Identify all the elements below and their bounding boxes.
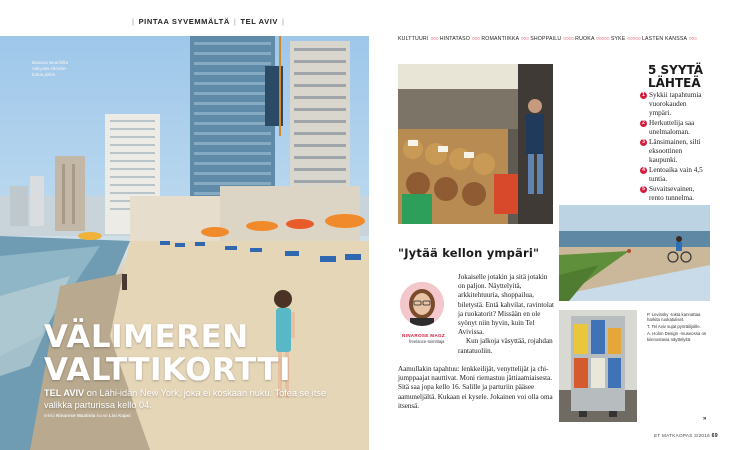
article-title: [44, 321, 291, 387]
body-column: [458, 273, 554, 356]
hero-photo: [0, 36, 369, 450]
list-item: [640, 91, 710, 118]
byline-prefix: teksti: [44, 413, 55, 418]
body-paragraph-2: Kun jalkoja väsyttää, rojahdan rantatuoliin.: [458, 337, 553, 355]
section-header: | PINTAA SYVEMMÄLTÄ | TEL AVIV |: [132, 17, 285, 26]
category-label: RUOKA: [575, 36, 595, 42]
photo-caption: T. Tel Aviv sujat pyöräilijöille.: [647, 324, 701, 330]
rating-dots: ○○○: [520, 36, 529, 42]
category-label: SYKE: [610, 36, 626, 42]
category-label: ROMANTIIKKA: [481, 36, 519, 42]
byline-mid: kuvat: [95, 413, 109, 418]
body-paragraph-3: Aamullakin tapahtuu: lenkkeilijät, venyttelijät ja chi-jumppaajat nauttivat. Moni riemastuu jättiaamiaisesta. Sitä saa jopa kello 16. Salille ja parturiin pääsee aamuneljältä. Kukaan ei kysele. Jokainen voi olla oma itsensä.: [398, 365, 553, 410]
reasons-title-line-2: LÄHTEÄ: [648, 76, 701, 90]
category-label: LASTEN KANSSA: [641, 36, 687, 42]
photo-caption: A. Holon Design -museossa on kiinnostavia näyttelyitä.: [647, 331, 707, 342]
pull-quote: "Jytää kellon ympäri": [398, 246, 540, 260]
reason-number-badge: 5: [640, 186, 647, 193]
category-label: KULTTUURI: [398, 36, 429, 42]
author-portrait-illustration: [400, 282, 444, 326]
rating-dots: ○○○: [430, 36, 439, 42]
author-name: NINAROSE MAGZ: [402, 333, 445, 338]
category-label: SHOPPAILU: [530, 36, 562, 42]
photo-caption: P. Levinsky -tokta kannattaa harkita ruokatuliset.: [647, 312, 701, 323]
market-photo: [398, 64, 553, 224]
market-stall-illustration: [398, 64, 553, 224]
hero-caption: Banana Beachilta näkyvää Allenbe- katua pitkin.: [32, 60, 69, 77]
folio-text: ET MATKAOPAS 3/2016: [654, 433, 710, 438]
title-line-2: VALTTIKORTTI: [44, 352, 292, 388]
rating-dots: ○○○○○: [595, 36, 610, 42]
lead-city: TEL AVIV: [44, 388, 85, 398]
rating-dots: ○○○○○: [627, 36, 641, 42]
list-item: [640, 185, 710, 203]
reason-text: Sykkii tapahtumia vuorokauden ympäri.: [649, 91, 702, 117]
continue-arrow-icon: »: [703, 416, 707, 422]
rating-bar: [398, 36, 696, 42]
body-paragraph-1: Jokaiselle jotakin ja sitä jotakin on paljon. Näyttelyitä, arkkitehtuuria, shoppailua, biletystä. Entä kahvilat, ravintolat ja ruokatorit? Missään en ole syönyt niin hyvin, kuin Tel Avivissa.: [458, 273, 554, 337]
reason-text: Lentoaika vain 4,5 tuntia.: [649, 166, 703, 183]
author-portrait: [400, 282, 444, 326]
rating-dots: ○○○: [471, 36, 480, 42]
rating-dots: ○○○: [688, 36, 697, 42]
reason-number-badge: 4: [640, 167, 647, 174]
design-object-illustration: [559, 310, 637, 422]
photo-captions: [647, 312, 709, 344]
cyclist-photo: [559, 205, 710, 301]
design-museum-photo: [559, 310, 637, 422]
byline-photographer: Lisi Kapsi: [108, 413, 131, 418]
reasons-title-line-1: 5 SYYTÄ: [648, 63, 704, 77]
list-item: [640, 119, 710, 137]
category-label: HINTATASO: [439, 36, 471, 42]
reason-number-badge: 1: [640, 92, 647, 99]
reason-number-badge: 3: [640, 139, 647, 146]
section-name: PINTAA SYVEMMÄLTÄ: [138, 17, 230, 26]
destination-name: TEL AVIV: [240, 17, 279, 26]
list-item: [640, 138, 710, 165]
reason-text: Länsimainen, silti eksoottinen kaupunki.: [649, 138, 701, 164]
lead-text: on Lähi-idän New York, joka ei koskaan nuku. Tofea se itse valikka parturissa kello 04.: [44, 388, 327, 410]
reason-number-badge: 2: [640, 120, 647, 127]
page-number: 69: [711, 433, 718, 439]
lead-paragraph: [44, 388, 334, 411]
reason-text: Suvaitsevainen, rento tunnelma.: [649, 185, 695, 202]
reasons-title: [648, 64, 703, 90]
body-wide: [398, 365, 554, 411]
rating-dots: ○○○○: [562, 36, 574, 42]
page-folio: [654, 433, 718, 439]
reasons-list: [640, 91, 710, 204]
byline-author: Ninarose Maatiola: [56, 413, 96, 418]
title-line-1: VÄLIMEREN: [44, 319, 249, 355]
seaside-path-illustration: [559, 205, 710, 301]
byline: [44, 413, 131, 418]
list-item: [640, 166, 710, 184]
author-role: freelance-toimittaja: [409, 339, 445, 344]
reason-text: Herkuttelija saa unelmaloman.: [649, 119, 695, 136]
